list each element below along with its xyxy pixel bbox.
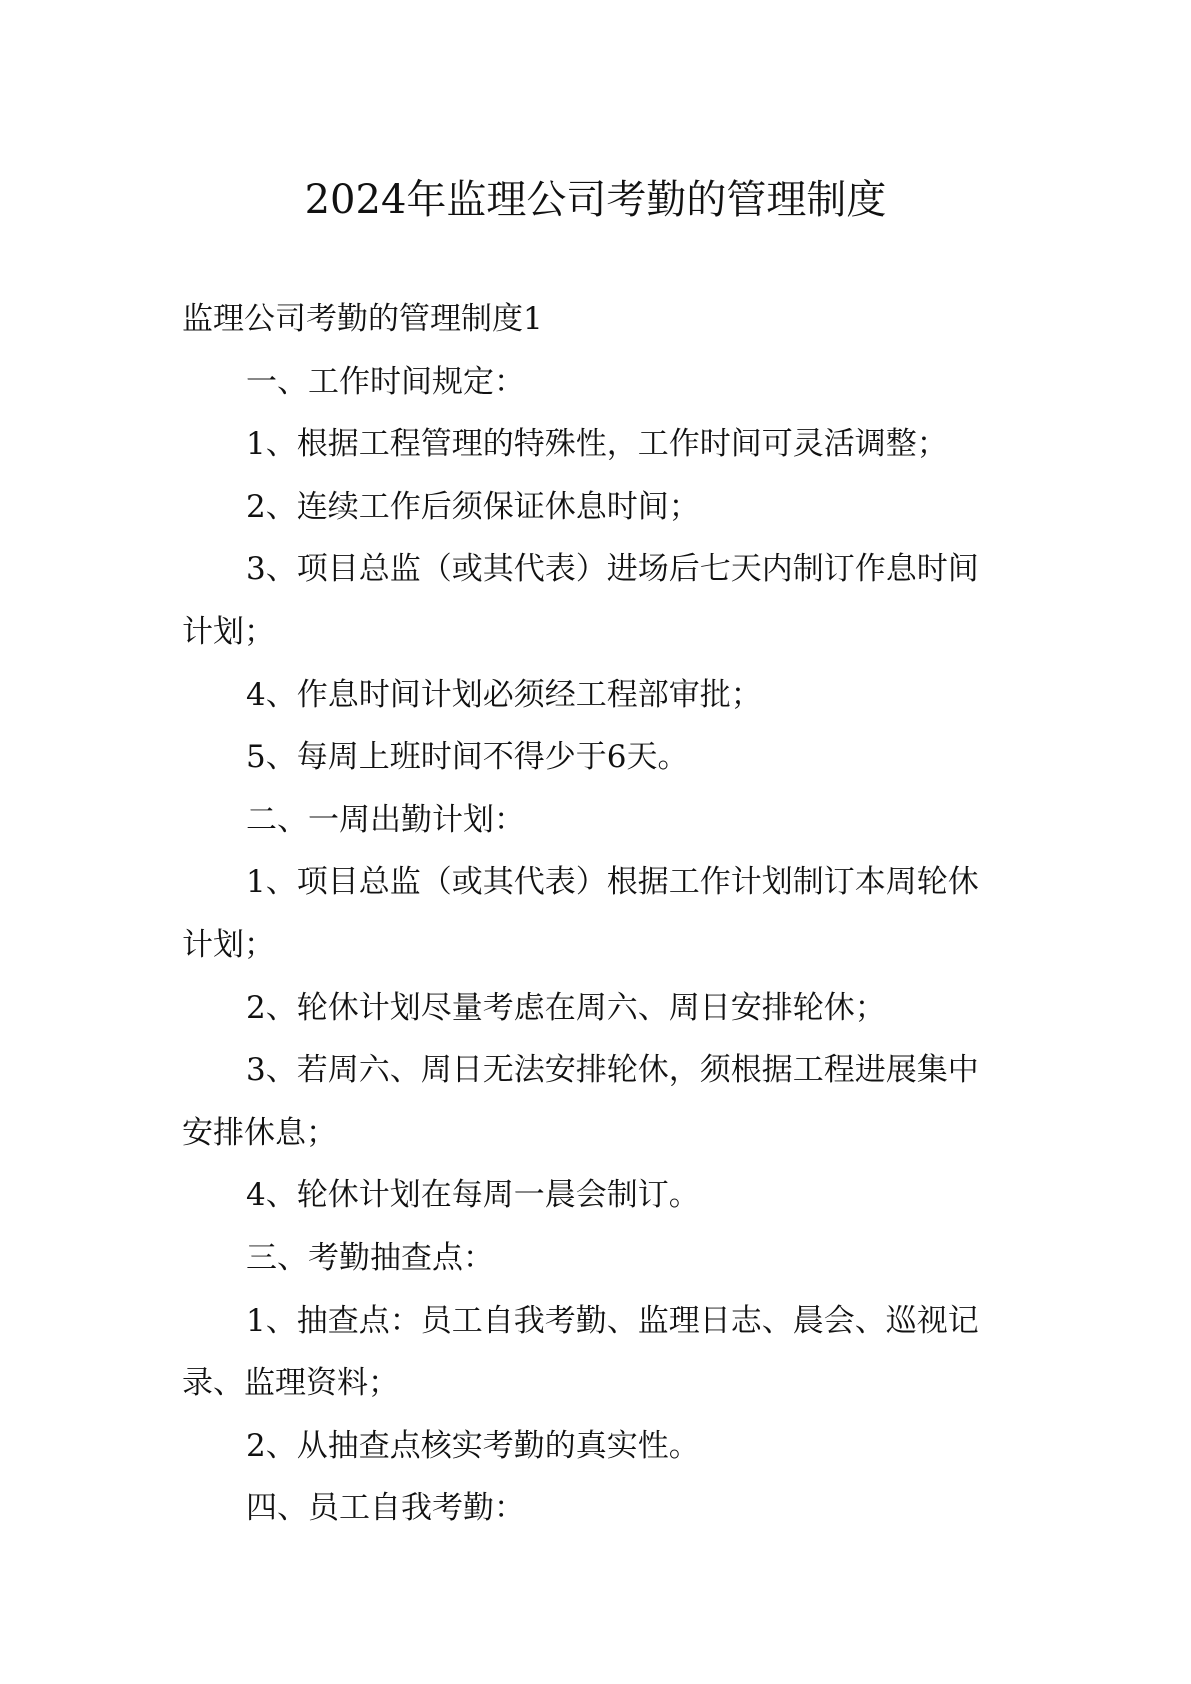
- text-line: 4、轮休计划在每周一晨会制订。: [246, 1177, 700, 1214]
- text-line: 3、若周六、周日无法安排轮休，须根据工程进展集中: [246, 1052, 979, 1089]
- text-line: 1、项目总监（或其代表）根据工作计划制订本周轮休: [246, 864, 979, 901]
- text-line: 4、作息时间计划必须经工程部审批；: [246, 676, 762, 713]
- text-line: 3、项目总监（或其代表）进场后七天内制订作息时间: [246, 551, 979, 588]
- text-line: 2、从抽查点核实考勤的真实性。: [246, 1427, 700, 1464]
- document-title: 2024年监理公司考勤的管理制度: [304, 177, 887, 223]
- text-line: 三、考勤抽查点：: [246, 1239, 494, 1276]
- document-body: [182, 288, 1012, 1540]
- text-line: 1、根据工程管理的特殊性，工作时间可灵活调整；: [246, 426, 948, 463]
- text-line: 计划；: [182, 926, 275, 963]
- text-line: 1、抽查点：员工自我考勤、监理日志、晨会、巡视记: [246, 1302, 979, 1339]
- text-line: 5、每周上班时间不得少于6天。: [246, 739, 689, 776]
- text-line: 四、员工自我考勤：: [246, 1490, 525, 1527]
- text-line: 一、工作时间规定：: [246, 363, 525, 400]
- text-line: 二、一周出勤计划：: [246, 801, 525, 838]
- text-line: 2、轮休计划尽量考虑在周六、周日安排轮休；: [246, 989, 886, 1026]
- text-line: 监理公司考勤的管理制度1: [182, 301, 543, 337]
- text-line: 计划；: [182, 613, 275, 650]
- text-line: 录、监理资料；: [182, 1365, 399, 1402]
- text-line: 安排休息；: [182, 1114, 337, 1151]
- text-line: 2、连续工作后须保证休息时间；: [246, 488, 700, 525]
